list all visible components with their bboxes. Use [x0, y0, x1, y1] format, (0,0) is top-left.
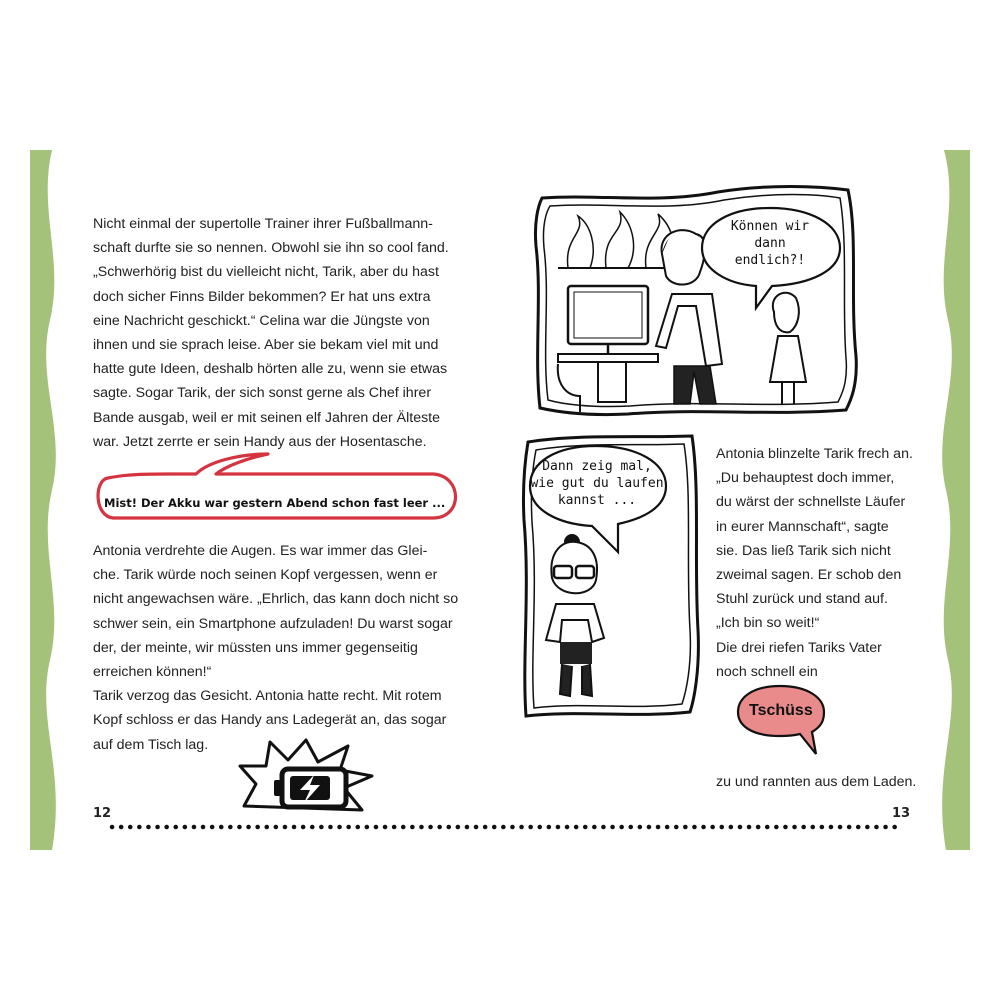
- left-paragraph-1-line: doch sicher Finns Bilder bekommen? Er hat uns extra: [93, 288, 431, 305]
- left-paragraph-1-line: ihnen und sie sprach leise. Aber sie bekam viel mit und: [93, 337, 439, 354]
- closing-line: zu und rannten aus dem Laden.: [716, 774, 917, 790]
- right-paragraph-line: Die drei riefen Tariks Vater: [716, 639, 882, 656]
- speech-text-1: Können wir dann endlich?!: [730, 219, 810, 268]
- right-paragraph-line: „Du behauptest doch immer,: [716, 470, 895, 487]
- dotted-footer-line: [108, 822, 904, 832]
- right-paragraph-line: du wärst der schnellste Läufer: [716, 494, 906, 511]
- left-paragraph-1-line: „Schwerhörig bist du vielleicht nicht, Tarik, aber du hast: [93, 264, 439, 281]
- left-paragraph-2-line: che. Tarik würde noch seinen Kopf vergessen, wenn er: [93, 567, 438, 584]
- left-paragraph-2-line: auf dem Tisch lag.: [93, 736, 209, 753]
- left-paragraph-1-line: hatte gute Ideen, deshalb hörten alle zu, wenn sie etwas: [93, 361, 448, 378]
- page-number-right: 13: [892, 806, 911, 821]
- left-paragraph-2-line: der, der meinte, wir müssten uns immer gegenseitig: [93, 639, 418, 656]
- left-paragraph-1-line: Nicht einmal der supertolle Trainer ihrer Fußballmann-: [93, 216, 433, 232]
- left-paragraph-2-line: erreichen können!“: [93, 664, 212, 681]
- right-paragraph-line: noch schnell ein: [716, 663, 818, 680]
- left-paragraph-2-line: Kopf schloss er das Handy ans Ladegerät an, das sogar: [93, 712, 447, 729]
- page-number-left: 12: [93, 806, 112, 821]
- left-paragraph-1-line: eine Nachricht geschickt.“ Celina war die Jüngste von: [93, 312, 430, 329]
- callout-bubble: [88, 450, 468, 522]
- right-paragraph-line: Stuhl zurück und stand auf.: [716, 591, 888, 608]
- battery-low-icon: [270, 765, 354, 813]
- tschuess-text: Tschüss: [749, 702, 813, 719]
- left-paragraph-2-line: Tarik verzog das Gesicht. Antonia hatte recht. Mit rotem: [93, 688, 442, 705]
- right-paragraph-line: sie. Das ließ Tarik sich nicht: [716, 542, 891, 559]
- left-paragraph-1-line: sagte. Sogar Tarik, der sich sonst gerne als Chef ihrer: [93, 385, 432, 402]
- right-paragraph-line: Antonia blinzelte Tarik frech an.: [716, 446, 913, 462]
- left-paragraph-1: [93, 212, 449, 454]
- left-paragraph-2-line: nicht angewachsen wäre. „Ehrlich, das kann doch nicht so: [93, 591, 459, 608]
- speech-text-2: Dann zeig mal, wie gut du laufen kannst ...: [530, 459, 664, 508]
- right-paragraph-line: „Ich bin so weit!“: [716, 615, 820, 632]
- left-green-border: [30, 150, 70, 850]
- left-paragraph-1-line: war. Jetzt zerrte er sein Handy aus der Hosentasche.: [93, 433, 427, 450]
- tschuess-bubble: [730, 680, 830, 762]
- left-paragraph-1-line: schaft durfte sie so nennen. Obwohl sie ihn so cool fand.: [93, 240, 449, 257]
- left-paragraph-2-line: Antonia verdrehte die Augen. Es war immer das Glei-: [93, 543, 428, 559]
- left-paragraph-2-line: schwer sein, ein Smartphone aufzuladen! Du warst sogar: [93, 615, 453, 632]
- left-paragraph-1-line: Bande ausgab, weil er mit seinen elf Jahren der Älteste: [93, 409, 441, 426]
- left-paragraph-2: [93, 539, 458, 757]
- right-paragraph-line: in eurer Mannschaft“, sagte: [716, 518, 889, 535]
- right-green-border: [930, 150, 970, 850]
- right-paragraph: [716, 442, 913, 684]
- callout-text: Mist! Der Akku war gestern Abend schon fast leer ...: [104, 496, 446, 510]
- right-paragraph-line: zweimal sagen. Er schob den: [716, 567, 902, 584]
